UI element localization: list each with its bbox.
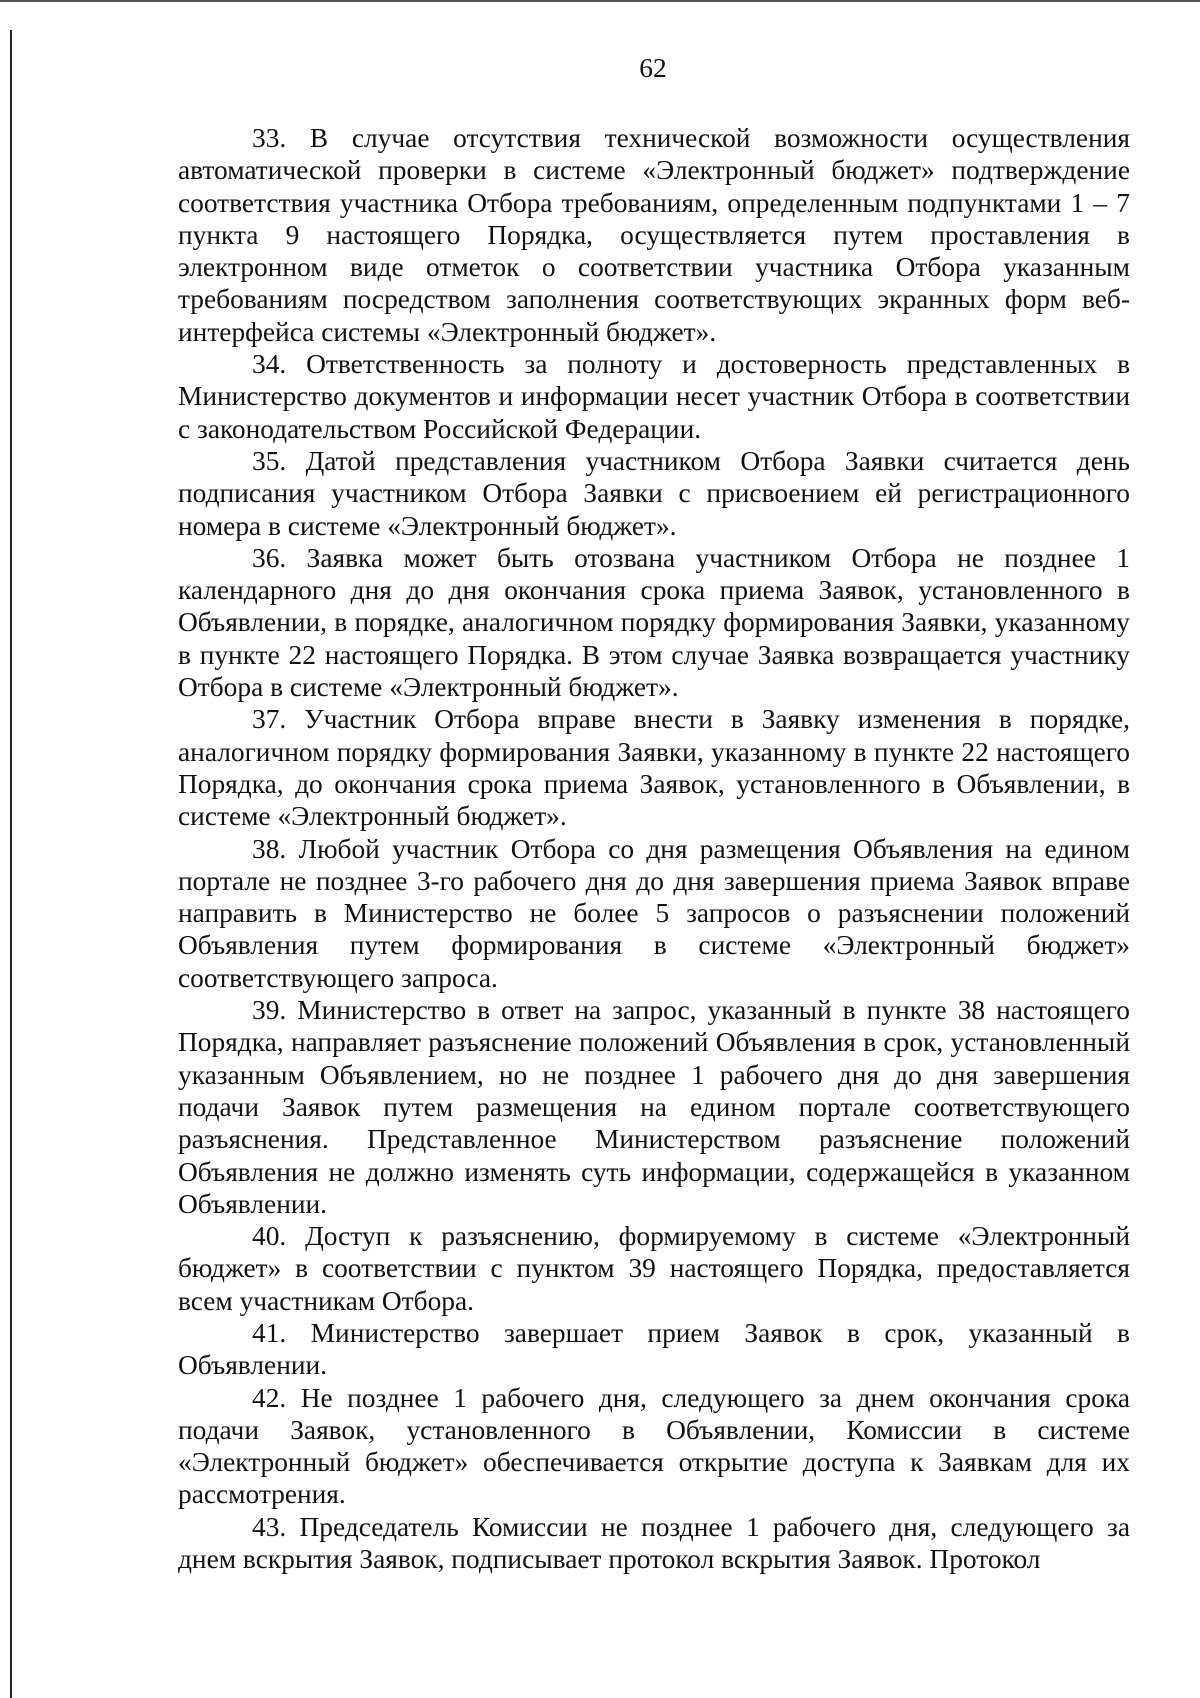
paragraph-35: 35. Датой представления участником Отбора Заявки считается день подписания участником Отбора Заявки с присвоением ей регистрационного номера в системе «Электронный бюджет». <box>178 445 1130 541</box>
document-page <box>178 52 1130 1575</box>
paragraph-33: 33. В случае отсутствия технической возможности осуществления автоматической проверки в системе «Электронный бюджет» подтверждение соответствия участника Отбора требованиям, определенным подпунктами 1 – 7 пункта 9 настоящего Порядка, осуществляется путем проставления в электронном виде отметок о соответствии участника Отбора указанным требованиям посредством заполнения соответствующих экранных форм веб-интерфейса системы «Электронный бюджет». <box>178 123 1130 347</box>
paragraph-41: 41. Министерство завершает прием Заявок в срок, указанный в Объявлении. <box>178 1317 1130 1381</box>
paragraph-37: 37. Участник Отбора вправе внести в Заявку изменения в порядке, аналогичном порядку формирования Заявки, указанному в пункте 22 настоящего Порядка, до окончания срока приема Заявок, установленного в Объявлении, в системе «Электронный бюджет». <box>178 704 1130 832</box>
paragraph-43: 43. Председатель Комиссии не позднее 1 рабочего дня, следующего за днем вскрытия Заявок, подписывает протокол вскрытия Заявок. Протокол <box>178 1511 1130 1575</box>
paragraph-36: 36. Заявка может быть отозвана участником Отбора не позднее 1 календарного дня до дня окончания срока приема Заявок, установленного в Объявлении, в порядке, аналогичном порядку формирования Заявки, указанному в пункте 22 настоящего Порядка. В этом случае Заявка возвращается участнику Отбора в системе «Электронный бюджет». <box>178 542 1130 703</box>
paragraph-42: 42. Не позднее 1 рабочего дня, следующего за днем окончания срока подачи Заявок, установленного в Объявлении, Комиссии в системе «Электронный бюджет» обеспечивается открытие доступа к Заявкам для их рассмотрения. <box>178 1382 1130 1510</box>
paragraph-39: 39. Министерство в ответ на запрос, указанный в пункте 38 настоящего Порядка, направляет разъяснение положений Объявления в срок, установленный указанным Объявлением, но не позднее 1 рабочего дня до дня завершения подачи Заявок путем размещения на едином портале соответствующего разъяснения. Представленное Министерством разъяснение положений Объявления не должно изменять суть информации, содержащейся в указанном Объявлении. <box>178 995 1130 1219</box>
paragraph-34: 34. Ответственность за полноту и достоверность представленных в Министерство документов и информации несет участник Отбора в соответствии с законодательством Российской Федерации. <box>178 349 1130 444</box>
paragraph-38: 38. Любой участник Отбора со дня размещения Объявления на едином портале не позднее 3-го рабочего дня до дня завершения приема Заявок вправе направить в Министерство не более 5 запросов о разъяснении положений Объявления путем формирования в системе «Электронный бюджет» соответствующего запроса. <box>178 833 1130 993</box>
scan-top-edge <box>0 0 1200 2</box>
paragraph-40: 40. Доступ к разъяснению, формируемому в системе «Электронный бюджет» в соответствии с пунктом 39 настоящего Порядка, предоставляется всем участникам Отбора. <box>178 1221 1130 1316</box>
scan-left-edge <box>10 30 12 1698</box>
page-number: 62 <box>639 53 667 83</box>
